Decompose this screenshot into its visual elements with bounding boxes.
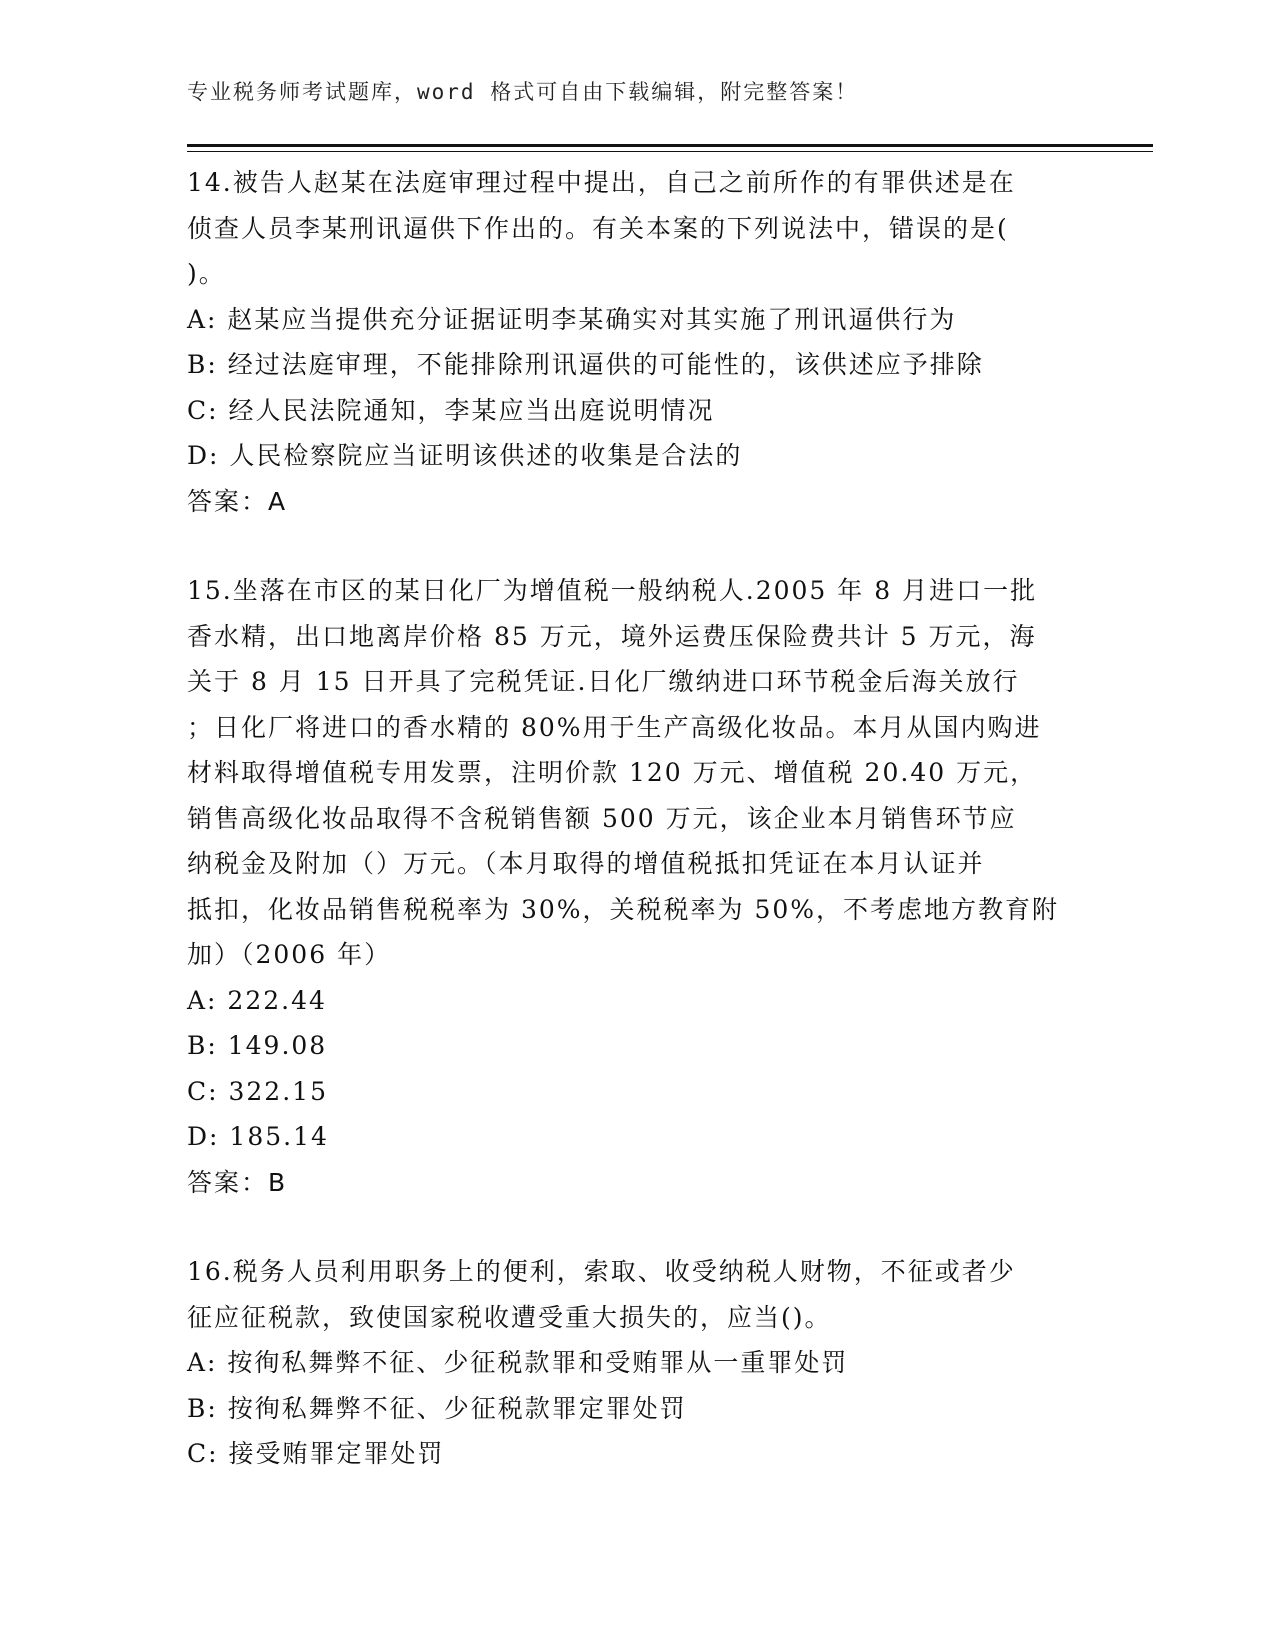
question-list — [187, 160, 1087, 1521]
question-text-line: 侦查人员李某刑讯逼供下作出的。有关本案的下列说法中，错误的是( — [187, 213, 1009, 243]
option-d: D: 人民检察院应当证明该供述的收集是合法的 — [187, 441, 743, 470]
header-rule-thin — [187, 151, 1153, 152]
question-text-line: 15.坐落在市区的某日化厂为增值税一般纳税人.2005 年 8 月进口一批 — [187, 576, 1038, 605]
question-text-line: 加）（2006 年） — [187, 940, 392, 969]
option-b: B: 经过法庭审理，不能排除刑讯逼供的可能性的，该供述应予排除 — [187, 350, 984, 379]
question-text-line: 14.被告人赵某在法庭审理过程中提出，自己之前所作的有罪供述是在 — [187, 168, 1016, 197]
option-d: D: 185.14 — [187, 1122, 329, 1151]
question-text-line: 16.税务人员利用职务上的便利，索取、收受纳税人财物，不征或者少 — [187, 1257, 1016, 1286]
question-text-line: 抵扣，化妆品销售税税率为 30%，关税税率为 50%，不考虑地方教育附 — [187, 894, 1060, 924]
page-header: 专业税务师考试题库，word 格式可自由下载编辑，附完整答案！ — [187, 80, 859, 104]
question-text-line: 销售高级化妆品取得不含税销售额 500 万元，该企业本月销售环节应 — [187, 803, 1017, 833]
question-text-line: ；日化厂将进口的香水精的 80%用于生产高级化妆品。本月从国内购进 — [187, 712, 1042, 742]
question-15 — [187, 568, 1087, 1205]
option-c: C: 322.15 — [187, 1076, 328, 1106]
option-c: C: 接受贿罪定罪处罚 — [187, 1439, 445, 1468]
question-text-line: 材料取得增值税专用发票，注明价款 120 万元、增值税 20.40 万元， — [187, 758, 1038, 787]
answer-label: 答案：B — [187, 1167, 288, 1197]
question-text-line: 征应征税款，致使国家税收遭受重大损失的，应当()。 — [187, 1302, 832, 1332]
question-16 — [187, 1249, 1087, 1477]
option-c: C: 经人民法院通知，李某应当出庭说明情况 — [187, 395, 715, 425]
question-text-line: 纳税金及附加（）万元。（本月取得的增值税抵扣凭证在本月认证并 — [187, 849, 985, 878]
option-a: A: 赵某应当提供充分证据证明李某确实对其实施了刑讯逼供行为 — [187, 304, 957, 334]
option-a: A: 222.44 — [187, 985, 327, 1015]
answer-label: 答案：A — [187, 486, 288, 516]
question-text-line: 香水精，出口地离岸价格 85 万元，境外运费压保险费共计 5 万元，海 — [187, 621, 1037, 651]
question-text-line: 关于 8 月 15 日开具了完税凭证.日化厂缴纳进口环节税金后海关放行 — [187, 667, 1020, 696]
header-rule-thick — [187, 144, 1153, 147]
option-a: A: 按徇私舞弊不征、少征税款罪和受贿罪从一重罪处罚 — [187, 1348, 849, 1377]
question-text-line: )。 — [187, 259, 226, 288]
option-b: B: 149.08 — [187, 1031, 328, 1060]
option-b: B: 按徇私舞弊不征、少征税款罪定罪处罚 — [187, 1393, 687, 1423]
question-14 — [187, 160, 1087, 524]
